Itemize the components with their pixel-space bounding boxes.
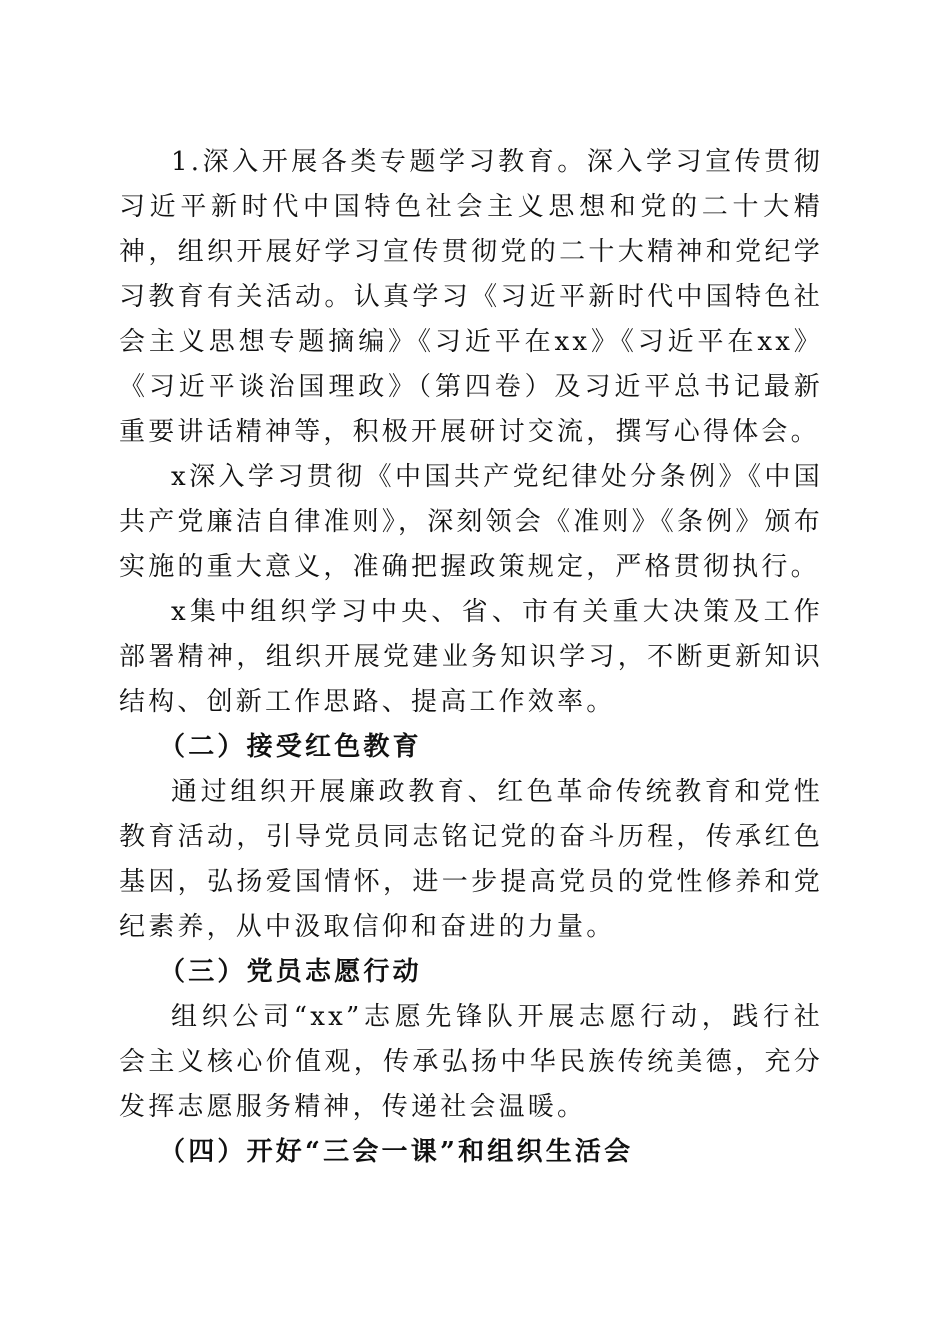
heading-red-education: （二）接受红色教育 bbox=[159, 732, 422, 762]
heading-volunteer-action: （三）党员志愿行动 bbox=[159, 957, 422, 987]
paragraph-red-education: 通过组织开展廉政教育、红色革命传统教育和党性教育活动，引导党员同志铭记党的奋斗历程，传承红色基因，弘扬爱国情怀，进一步提高党员的党性修养和党纪素养，从中汲取信仰和奋进的力量。 bbox=[119, 777, 823, 942]
heading-three-meetings: （四）开好“三会一课”和组织生活会 bbox=[159, 1137, 634, 1167]
paragraph-discipline-regulations: x深入学习贯彻《中国共产党纪律处分条例》《中国共产党廉洁自律准则》，深刻领会《准则》《条例》颁布实施的重大意义，准确把握政策规定，严格贯彻执行。 bbox=[119, 462, 824, 582]
paragraph-volunteer-action: 组织公司“xx”志愿先锋队开展志愿行动，践行社会主义核心价值观，传承弘扬中华民族传统美德，充分发挥志愿服务精神，传递社会温暖。 bbox=[119, 1002, 823, 1122]
paragraph-study-education: 1.深入开展各类专题学习教育。深入学习宣传贯彻习近平新时代中国特色社会主义思想和党的二十大精神，组织开展好学习宣传贯彻党的二十大精神和党纪学习教育有关活动。认真学习《习近平新时代中国特色社会主义思想专题摘编》《习近平在xx》《习近平在xx》《习近平谈治国理政》（第四卷）及习近平总书记最新重要讲话精神等，积极开展研讨交流，撰写心得体会。 bbox=[119, 147, 823, 447]
paragraph-central-decisions: x集中组织学习中央、省、市有关重大决策及工作部署精神，组织开展党建业务知识学习，不断更新知识结构、创新工作思路、提高工作效率。 bbox=[119, 597, 823, 717]
document-page bbox=[119, 140, 823, 1175]
